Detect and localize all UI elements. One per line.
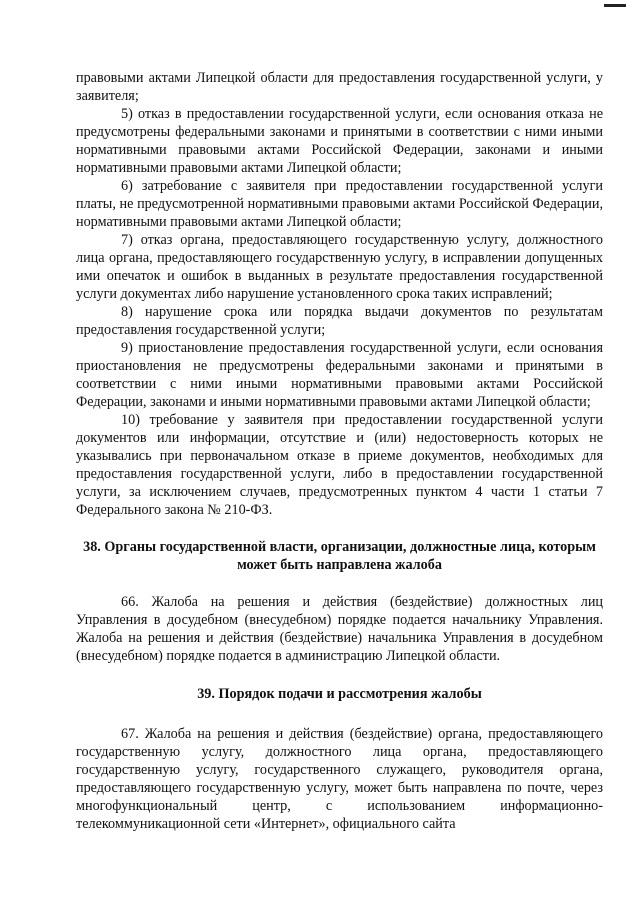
list-item-7: 7) отказ органа, предоставляющего государственную услугу, должностного лица органа, предоставляющего государственную услугу, в исправлении допущенных ими опечаток и ошибок в выданных в результате предоставления государственной услуги документах либо нарушение установленного срока таких исправлений; (76, 232, 603, 302)
list-item-8: 8) нарушение срока или порядка выдачи документов по результатам предоставления государственной услуги; (76, 304, 603, 338)
paragraph-67: 67. Жалоба на решения и действия (бездействие) органа, предоставляющего государственную услугу, должностного лица органа, предоставляющего государственную услугу, государственного служащего, руководителя органа, предоставляющего государственную услугу, может быть направлена по почте, через многофункциональный центр, с использованием информационно-телекоммуникационной сети «Интернет», официального сайта (76, 726, 603, 832)
paragraph-66: 66. Жалоба на решения и действия (бездействие) должностных лиц Управления в досудебном (внесудебном) порядке подается начальнику Управления. Жалоба на решения и действия (бездействие) начальника Управления в досудебном (внесудебном) порядке подается в администрацию Липецкой области. (76, 594, 603, 664)
scan-mark (604, 4, 626, 7)
paragraph-continuation: правовыми актами Липецкой области для предоставления государственной услуги, у заявителя; (76, 70, 603, 104)
section-heading-38: 38. Органы государственной власти, организации, должностные лица, которым может быть направлена жалоба (83, 539, 596, 573)
list-item-9: 9) приостановление предоставления государственной услуги, если основания приостановления не предусмотрены федеральными законами и принятыми в соответствии с ними иными нормативными правовыми актами Российской Федерации, законами и иными нормативными правовыми актами Липецкой области; (76, 340, 603, 410)
list-item-6: 6) затребование с заявителя при предоставлении государственной услуги платы, не предусмотренной нормативными правовыми актами Российской Федерации, нормативными правовыми актами Липецкой области; (76, 178, 603, 230)
list-item-10: 10) требование у заявителя при предоставлении государственной услуги документов или информации, отсутствие и (или) недостоверность которых не указывались при первоначальном отказе в приеме документов, необходимых для предоставления государственной услуги, либо в предоставлении государственной услуги, за исключением случаев, предусмотренных пунктом 4 части 1 статьи 7 Федерального закона № 210-ФЗ. (76, 412, 603, 518)
document-page (76, 69, 603, 833)
section-heading-39: 39. Порядок подачи и рассмотрения жалобы (197, 686, 482, 702)
list-item-5: 5) отказ в предоставлении государственной услуги, если основания отказа не предусмотрены федеральными законами и принятыми в соответствии с ними иными нормативными правовыми актами Российской Федерации, законами и иными нормативными правовыми актами Липецкой области; (76, 106, 603, 176)
